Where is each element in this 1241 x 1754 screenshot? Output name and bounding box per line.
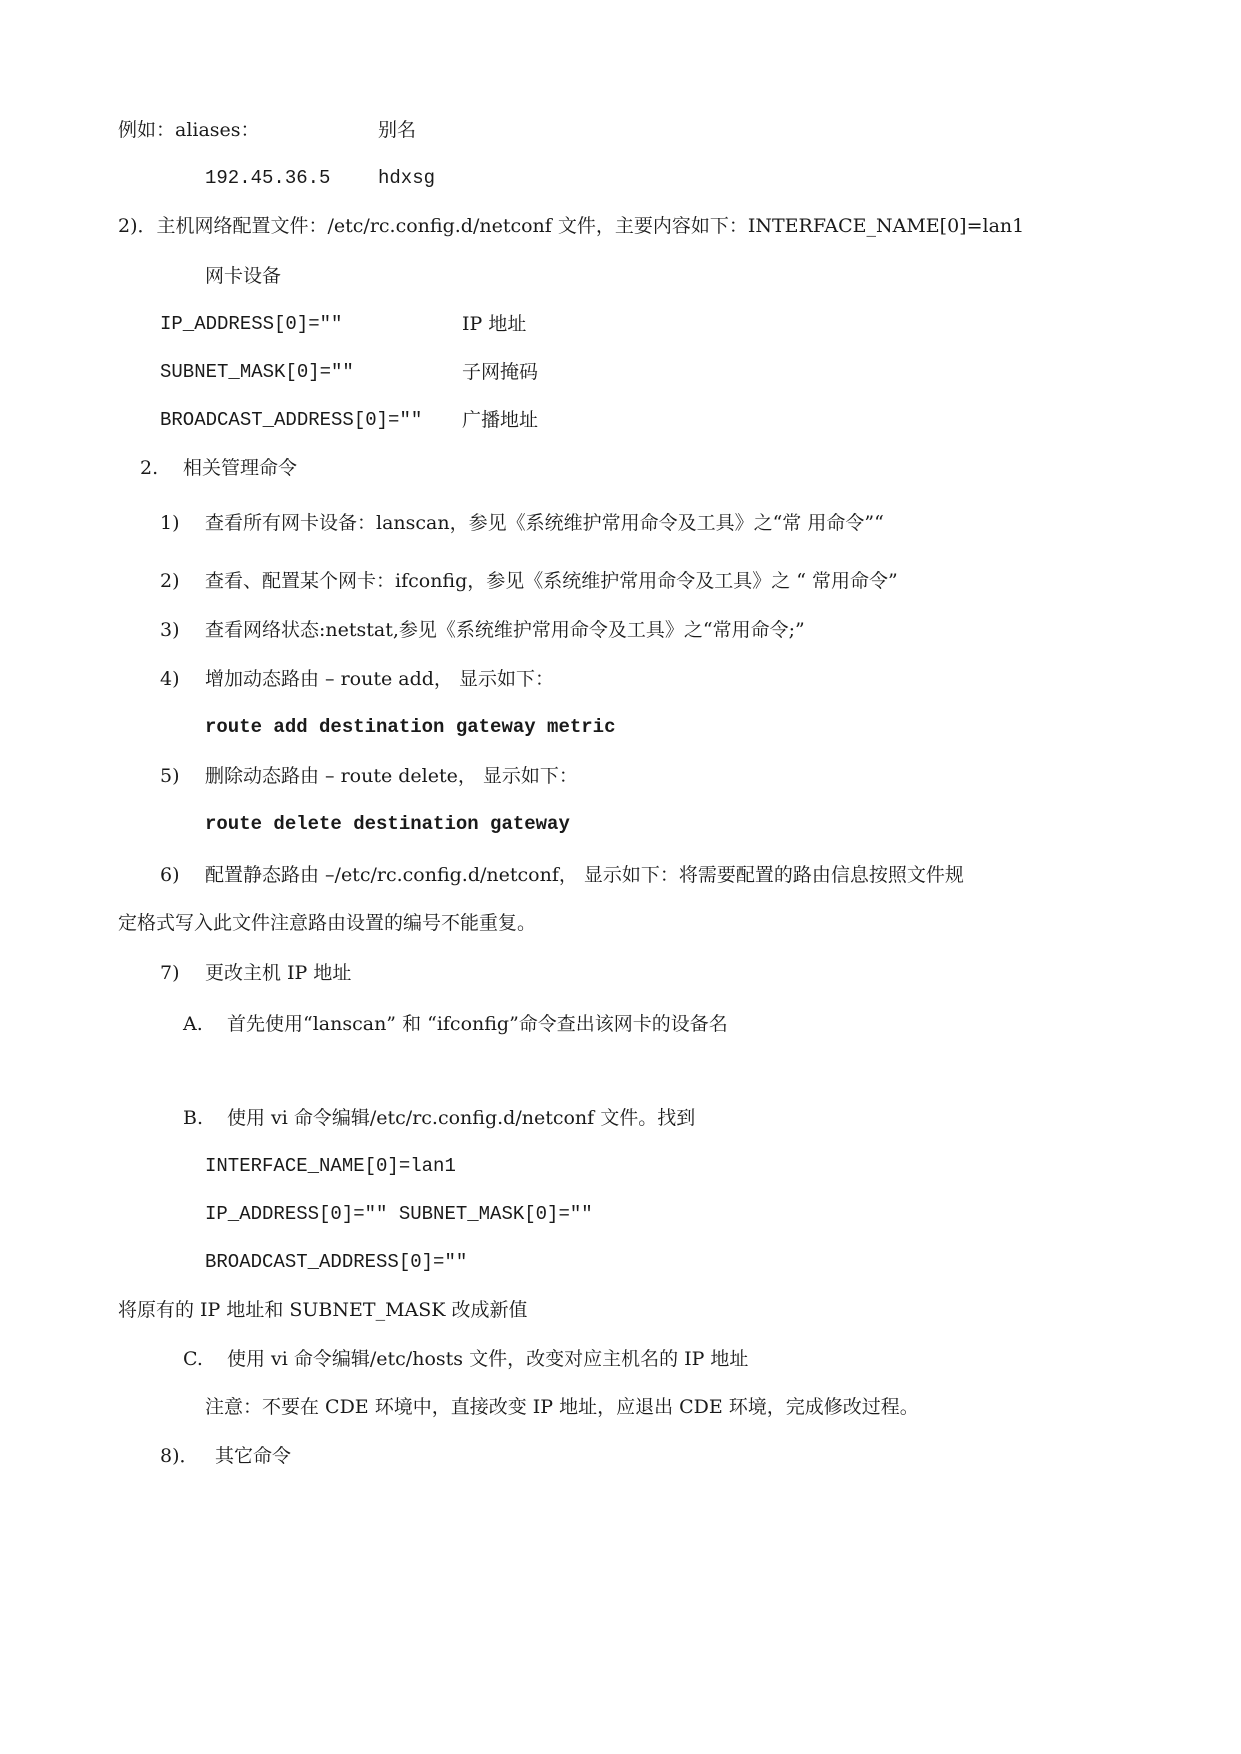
subnet-mask-setting: SUBNET_MASK[0]="" — [160, 361, 354, 383]
route-add-syntax: route add destination gateway metric — [205, 716, 616, 738]
instruction-text: 将原有的 IP 地址和 SUBNET_MASK 改成新值 — [118, 1299, 528, 1321]
section-heading: 相关管理命令 — [183, 457, 298, 479]
host-alias-name: hdxsg — [378, 167, 436, 189]
host-ip-address: 192.45.36.5 — [205, 167, 331, 189]
netconf-file-description: 2)．主机网络配置文件：/etc/rc.config.d/netconf 文件，主要内容如下：INTERFACE_NAME[0]=lan1 — [118, 215, 1025, 237]
list-item-text: 更改主机 IP 地址 — [205, 962, 352, 984]
alias-description: 别名 — [378, 119, 417, 141]
list-item-text: 删除动态路由 – route delete， 显示如下： — [205, 765, 578, 787]
ip-address-description: IP 地址 — [462, 313, 527, 335]
item-number: 7) — [160, 962, 180, 984]
step-text: 首先使用“lanscan” 和 “ifconfig”命令查出该网卡的设备名 — [227, 1013, 728, 1035]
section-number: 2. — [140, 457, 159, 479]
step-text: 使用 vi 命令编辑/etc/hosts 文件，改变对应主机名的 IP 地址 — [227, 1348, 749, 1370]
item-number: 6) — [160, 864, 180, 886]
subnet-mask-description: 子网掩码 — [462, 361, 539, 383]
ip-address-setting: IP_ADDRESS[0]="" — [160, 313, 343, 335]
ip-subnet-settings: IP_ADDRESS[0]="" SUBNET_MASK[0]="" — [205, 1203, 593, 1225]
step-letter: C. — [183, 1348, 203, 1370]
step-text: 使用 vi 命令编辑/etc/rc.config.d/netconf 文件。找到 — [227, 1107, 696, 1129]
list-item-text: 查看、配置某个网卡：ifconfig，参见《系统维护常用命令及工具》之 “ 常用命令” — [205, 570, 898, 592]
step-letter: A. — [183, 1013, 203, 1035]
list-item-text: 查看所有网卡设备：lanscan，参见《系统维护常用命令及工具》之“常 用命令”“ — [205, 512, 884, 534]
list-item-text: 查看网络状态:netstat,参见《系统维护常用命令及工具》之“常用命令;” — [205, 619, 805, 641]
step-letter: B. — [183, 1107, 204, 1129]
list-item-continuation: 定格式写入此文件注意路由设置的编号不能重复。 — [118, 912, 537, 934]
route-delete-syntax: route delete destination gateway — [205, 813, 570, 835]
example-aliases-label: 例如：aliases： — [118, 119, 260, 141]
item-number: 4) — [160, 668, 180, 690]
nic-device-label: 网卡设备 — [205, 265, 282, 287]
broadcast-address-description: 广播地址 — [462, 409, 539, 431]
interface-name-setting: INTERFACE_NAME[0]=lan1 — [205, 1155, 456, 1177]
note-text: 注意：不要在 CDE 环境中，直接改变 IP 地址，应退出 CDE 环境，完成修改过程。 — [205, 1396, 919, 1418]
item-number: 8)． — [160, 1445, 199, 1467]
broadcast-setting: BROADCAST_ADDRESS[0]="" — [205, 1251, 468, 1273]
item-number: 3) — [160, 619, 180, 641]
item-number: 1) — [160, 512, 180, 534]
list-item-text: 增加动态路由 – route add， 显示如下： — [205, 668, 554, 690]
item-number: 5) — [160, 765, 180, 787]
list-item-text: 配置静态路由 –/etc/rc.config.d/netconf， 显示如下：将需要配置的路由信息按照文件规 — [205, 864, 964, 886]
item-number: 2) — [160, 570, 180, 592]
broadcast-address-setting: BROADCAST_ADDRESS[0]="" — [160, 409, 423, 431]
list-item-text: 其它命令 — [215, 1445, 292, 1467]
